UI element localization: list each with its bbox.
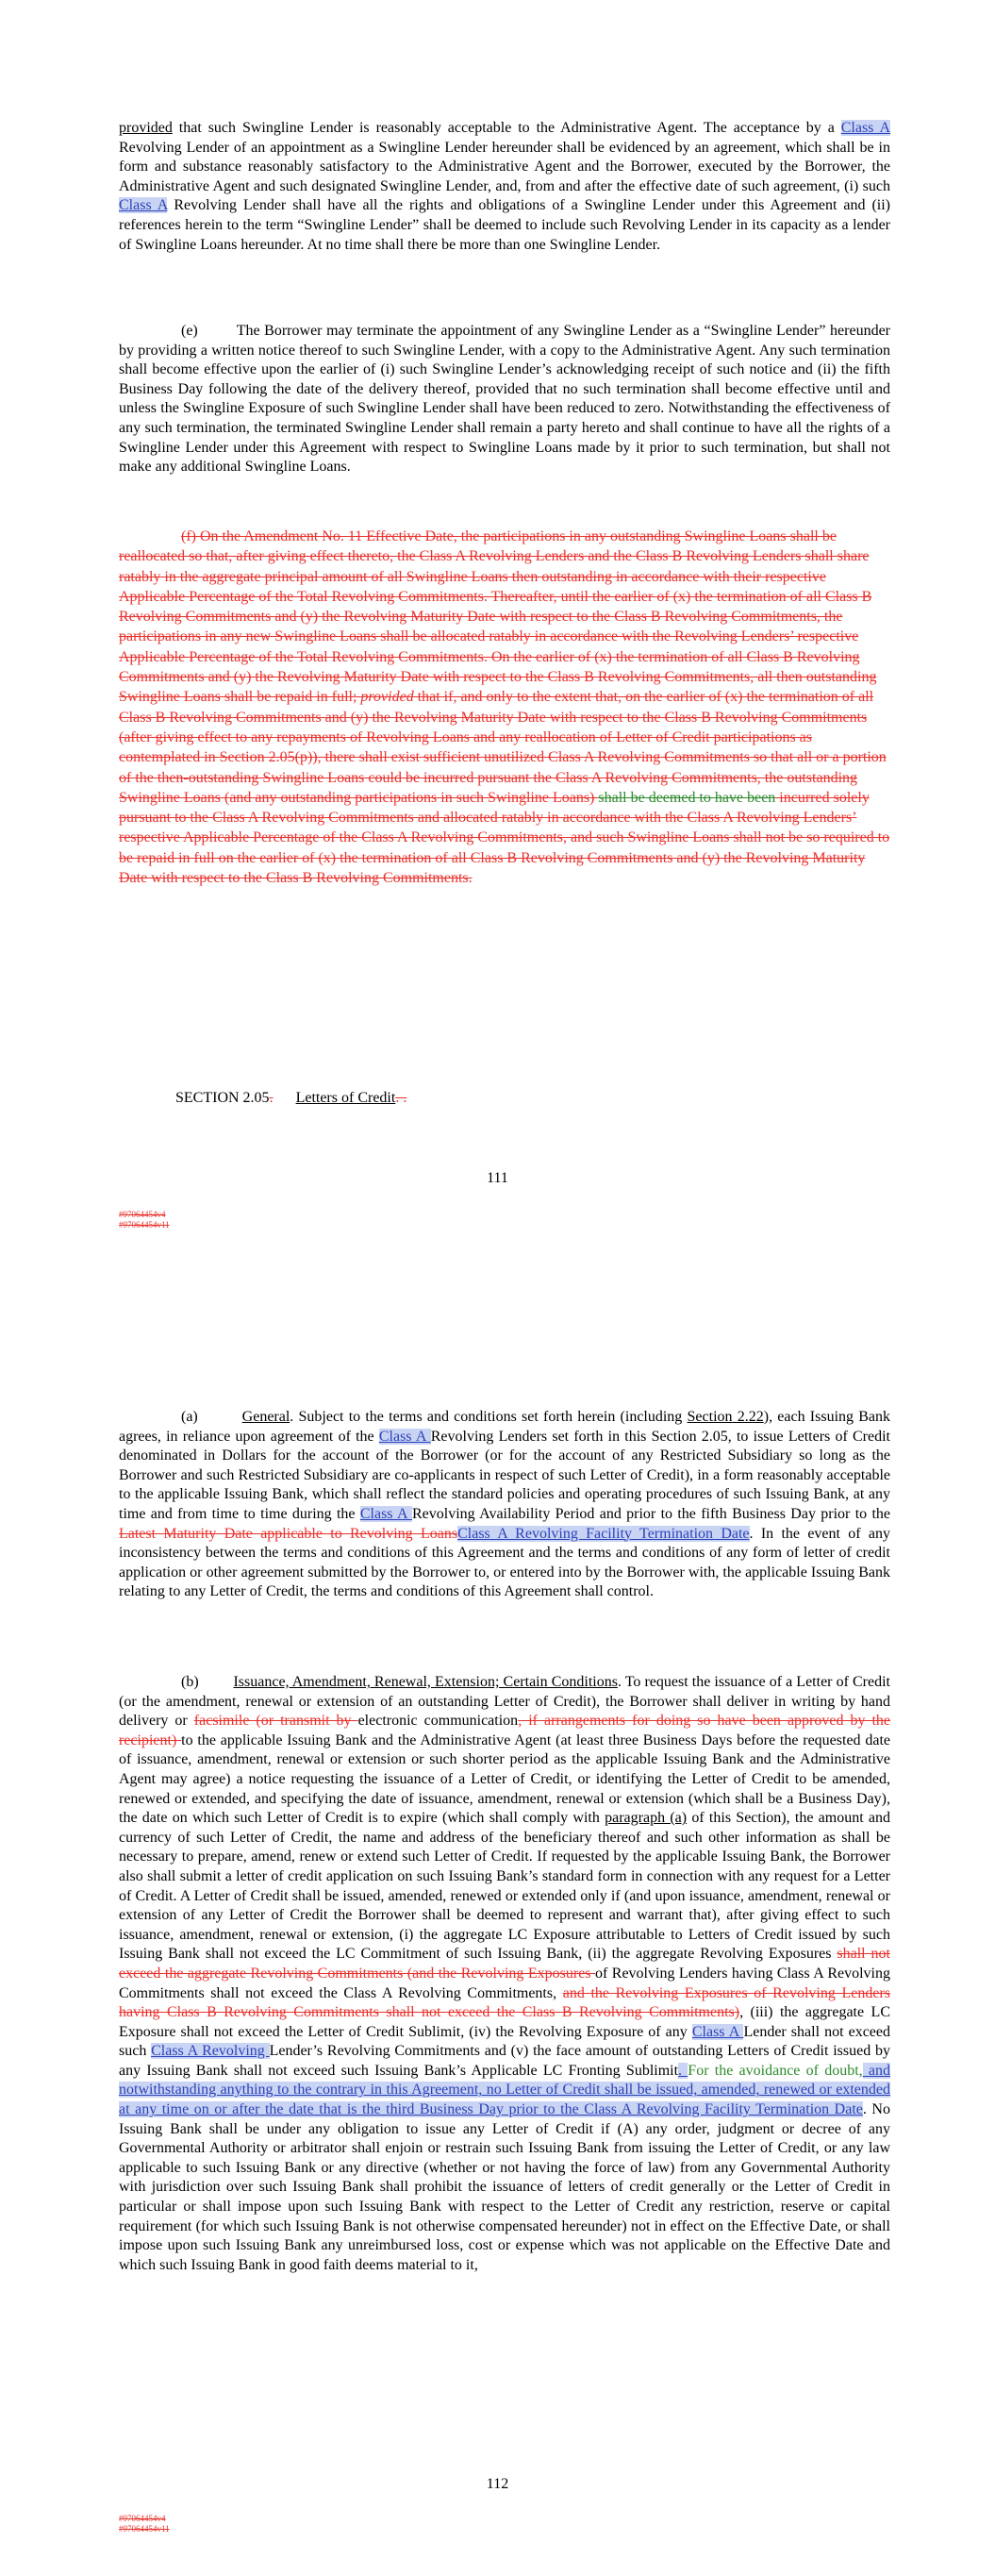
inserted-text: Class A	[840, 120, 890, 136]
deleted-text: , if arrangements for doing so have been approved by the recipient)	[119, 1713, 891, 1748]
paragraph-a: (a) General. Subject to the terms and conditions set forth herein (including Section 2.22), each Issuing Bank agrees, in reliance upon agreement of the Class A Revolving Lenders set forth in this Section 2.05, to issue Letters of Credit denominated in Dollars for the account of the Borrower (or for the account of any Restricted Subsidiary so long as the Borrower and such Restricted Subsidiary are co-applicants in respect of such Letter of Credit), in a form reasonably acceptable to the applicable Issuing Bank, which shall reflect the standard policies and operating procedures of such Issuing Bank, at any time and from time to time during the Class A Revolving Availability Period and prior to the fifth Business Day prior to the Latest Maturity Date applicable to Revolving LoansClass A Revolving Facility Termination Date. In the event of any inconsistency between the terms and conditions of this Agreement and the terms and conditions of any form of letter of credit application or other agreement submitted by the Borrower to, or entered into by the Borrower with, the applicable Issuing Bank relating to any Letter of Credit, the terms and conditions of this Agreement shall control.	[119, 1409, 891, 1600]
paragraph-b: (b) Issuance, Amendment, Renewal, Extension; Certain Conditions. To request the issuance of a Letter of Credit (or the amendment, renewal or extension of an outstanding Letter of Credit), the Borrower shall deliver in writing by hand delivery or facsimile (or transmit by electronic communication, if arrangements for doing so have been approved by the recipient) to the applicable Issuing Bank and the Administrative Agent (at least three Business Days before the requested date of issuance, amendment, renewal or extension or such shorter period as the applicable Issuing Bank and the Administrative Agent may agree) a notice requesting the issuance of a Letter of Credit, or identifying the Letter of Credit to be amended, renewed or extended, and specifying the date of issuance, amendment, renewal or extension (which shall be a Business Day), the date on which such Letter of Credit is to expire (which shall comply with paragraph (a) of this Section), the amount and currency of such Letter of Credit, the name and address of the beneficiary thereof and such other information as shall be necessary to prepare, amend, renew or extend such Letter of Credit. If requested by the applicable Issuing Bank, the Borrower also shall submit a letter of credit application on such Issuing Bank’s standard form in connection with any request for a Letter of Credit. A Letter of Credit shall be issued, amended, renewed or extended only if (and upon issuance, amendment, renewal or extension of any Letter of Credit the Borrower shall be deemed to represent and warrant that), after giving effect to such issuance, amendment, renewal or extension, (i) the aggregate LC Exposure attributable to Letters of Credit issued by such Issuing Bank shall not exceed the LC Commitment of such Issuing Bank, (ii) the aggregate Revolving Exposures shall not exceed the aggregate Revolving Commitments (and the Revolving Exposures of Revolving Lenders having Class A Revolving Commitments shall not exceed the Class A Revolving Commitments, and the Revolving Exposures of Revolving Lenders having Class B Revolving Commitments shall not exceed the Class B Revolving Commitments), (iii) the aggregate LC Exposure shall not exceed the Letter of Credit Sublimit, (iv) the Revolving Exposure of any Class A Lender shall not exceed such Class A Revolving Lender’s Revolving Commitments and (v) the face amount of outstanding Letters of Credit issued by any Issuing Bank shall not exceed such Issuing Bank’s Applicable LC Fronting Sublimit. For the avoidance of doubt, and notwithstanding anything to the contrary in this Agreement, no Letter of Credit shall be issued, amended, renewed or extended at any time on or after the date that is the third Business Day prior to the Class A Revolving Facility Termination Date. No Issuing Bank shall be under any obligation to issue any Letter of Credit if (A) any order, judgment or decree of any Governmental Authority or arbitrator shall enjoin or restrain such Issuing Bank from issuing the Letter of Credit, or any law applicable to such Issuing Bank or any directive (whether or not having the force of law) from any Governmental Authority with jurisdiction over such Issuing Bank shall prohibit the issuance of letters of credit generally or the Letter of Credit in particular or shall impose upon such Issuing Bank with respect to the Letter of Credit any restriction, reserve or capital requirement (for which such Issuing Bank is not otherwise compensated hereunder) not in effect on the Effective Date, or shall impose upon such Issuing Bank any unreimbursed loss, cost or expense which was not applicable on the Effective Date and which such Issuing Bank in good faith deems material to it,	[119, 1674, 891, 2273]
moved-text: shall be deemed to have been	[598, 789, 776, 806]
doc-id-old: #97064454v4	[119, 1210, 166, 1219]
inserted-text: Class A	[359, 1505, 412, 1522]
deleted-text: Latest Maturity Date applicable to Revolving Loans	[119, 1525, 458, 1542]
deleted-text: and the Revolving Exposures of Revolving Lenders having Class B Revolving Commitments shall not exceed the Class B Revolving Commitments)	[119, 1984, 890, 2021]
moved-text: For the avoidance of doubt,	[688, 2062, 863, 2079]
doc-id-new: #97064454v11	[119, 2524, 170, 2534]
deleted-text: facsimile (or transmit by	[193, 1713, 358, 1730]
paragraph-e: (e) The Borrower may terminate the appointment of any Swingline Lender as a “Swingline Lender” hereunder by providing a written notice thereof to such Swingline Lender, with a copy to the Administrative Agent. Any such termination shall become effective upon the earlier of (i) such Swingline Lender’s acknowledging receipt of such notice and (ii) the fifth Business Day following the date of the delivery thereof, provided that no such termination shall become effective until and unless the Swingline Exposure of such Swingline Lender shall have been reduced to zero. Notwithstanding the effectiveness of any such termination, the terminated Swingline Lender shall remain a party hereto and shall continue to have all the rights of a Swingline Lender under this Agreement with respect to Swingline Loans made by it prior to such termination, but shall not make any additional Swingline Loans.	[119, 323, 890, 476]
inserted-text: Class A	[378, 1428, 431, 1445]
section-title: Letters of Credit	[295, 1090, 396, 1106]
inserted-text: Class A	[691, 2023, 744, 2040]
page-number: 111	[487, 1170, 508, 1186]
paragraph-d-continuation: provided that such Swingline Lender is reasonably acceptable to the Administrative Agent. The acceptance by a Class A Revolving Lender of an appointment as a Swingline Lender hereunder shall be evidenced by an agreement, which shall be in form and substance reasonably satisfactory to the Administrative Agent and the Borrower, executed by the Borrower, the Administrative Agent and such designated Swingline Lender, and, from and after the effective date of such agreement, (i) such Class A Revolving Lender shall have all the rights and obligations of a Swingline Lender under this Agreement and (ii) references herein to the term “Swingline Lender” shall be deemed to include such Revolving Lender in its capacity as a lender of Swingline Loans hereunder. At no time shall there be more than one Swingline Lender.	[119, 120, 890, 253]
inserted-text: Class A Revolving	[151, 2043, 270, 2060]
paragraph-f-deleted: (f) On the Amendment No. 11 Effective Date, the participations in any outstanding Swingline Loans shall be reallocated so that, after giving effect thereto, the Class A Revolving Lenders and the Class B Revolving Lenders shall share ratably in the aggregate principal amount of all Swingline Loans then outstanding in accordance with their respective Applicable Percentage of the Total Revolving Commitments. Thereafter, until the earlier of (x) the termination of all Class B Revolving Commitments and (y) the Revolving Maturity Date with respect to the Class B Revolving Commitments, the participations in any new Swingline Loans shall be allocated ratably in accordance with the Revolving Lenders’ respective Applicable Percentage of the Total Revolving Commitments. On the earlier of (x) the termination of all Class B Revolving Commitments and (y) the Revolving Maturity Date with respect to the Class B Revolving Commitments, all then outstanding Swingline Loans shall be repaid in full; provided that if, and only to the extent that, on the earlier of (x) the termination of all Class B Revolving Commitments and (y) the Revolving Maturity Date with respect to the Class B Revolving Commitments (after giving effect to any repayments of Revolving Loans and any reallocation of Letter of Credit participations as contemplated in Section 2.05(p)), there shall exist sufficient unutilized Class A Revolving Commitments so that all or a portion of the then-outstanding Swingline Loans could be incurred pursuant the Class A Revolving Commitments, the outstanding Swingline Loans (and any outstanding participations in such Swingline Loans) shall be deemed to have been incurred solely pursuant to the Class A Revolving Commitments and allocated ratably in accordance with the Class A Revolving Lenders’ respective Applicable Percentage of the Class A Revolving Commitments, and such Swingline Loans shall not be so required to be repaid in full on the earlier of (x) the termination of all Class B Revolving Commitments and (y) the Revolving Maturity Date with respect to the Class B Revolving Commitments.	[119, 528, 890, 887]
section-heading: SECTION 2.05. Letters of Credit. .	[175, 1090, 407, 1106]
page-number: 112	[486, 2476, 509, 2492]
page-112	[0, 1293, 995, 2576]
inserted-text: .	[678, 2062, 688, 2079]
inserted-text: and notwithstanding anything to the contrary in this Agreement, no Letter of Credit shall be issued, amended, renewed or extended at any time on or after the date that is the third Business Day prior to the Class A Revolving Facility Termination Date	[119, 2062, 890, 2118]
deleted-text: shall not exceed the aggregate Revolving Commitments (and the Revolving Exposures	[119, 1946, 890, 1982]
inserted-text: Class A Revolving Facility Termination Date	[457, 1525, 750, 1542]
doc-id-old: #97064454v4	[119, 2514, 166, 2523]
doc-id-new: #97064454v11	[119, 1220, 170, 1229]
inserted-text: Class A	[119, 197, 168, 214]
